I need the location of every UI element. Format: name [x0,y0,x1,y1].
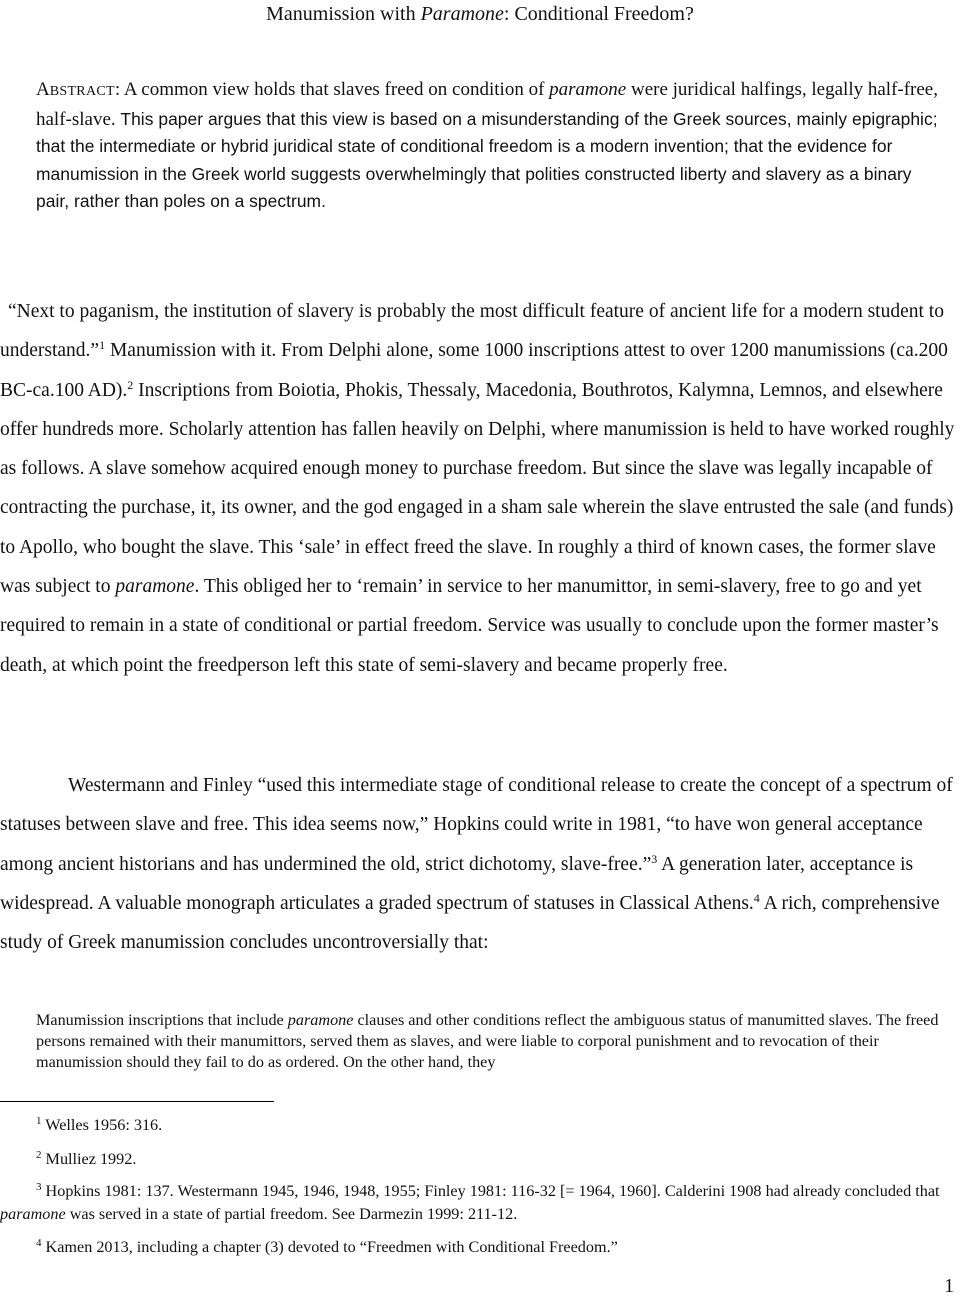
footnote-ref-4[interactable]: 4 [753,890,760,905]
abstract-emphasis: paramone [549,79,627,100]
footnote-3: $^3$ Hopkins 1981: 137. Westermann 1945, 1946, 1948, 1955; Finley 1981: 116-32 [= 1964, 1960]. Calderini 1908 had already concluded that paramone was served in a state of partial freedom. See Darmezin 1999: 211-12. [0,1181,940,1223]
page-number: 1 [944,1276,954,1297]
footnote-ref-2[interactable]: 2 [127,377,134,392]
abstract-argument: This paper argues that this view is based on a misunderstanding of the Greek sources, mainly epigraphic; that the intermediate or hybrid juridical state of conditional freedom is a modern invention; that the evidence for manumission in the Greek world suggests overwhelmingly that polities constructed liberty and slavery as a binary pair, rather than poles on a spectrum. [36,108,938,211]
footnote-1: $^1$ Welles 1956: 316. [36,1115,163,1134]
footnote-number: 1 [36,1115,42,1127]
block-quote: Manumission inscriptions that include paramone clauses and other conditions reflect the ambiguous status of manumitted slaves. The freed persons remained with their manumittors, served them as slaves, and were liable to corporal punishment and to revocation of their manumission should they fail to do as ordered. On the other hand, they [36,1011,939,1071]
body-paragraph-2: Westermann and Finley “used this intermediate stage of conditional release to create the concept of a spectrum of statuses between slave and free. This idea seems now,” Hopkins could write in 1981, “to have won general acceptance among ancient historians and has undermined the old, strict dichotomy, slave-free.”$^3$ A generation later, acceptance is widespread. A valuable monograph articulates a graded spectrum of statuses in Classical Athens.$^4$ A rich, comprehensive study of Greek manumission concludes uncontroversially that: [0,775,953,954]
footnote-2: $^2$ Mulliez 1992. [36,1149,137,1168]
footnote-ref-1[interactable]: 1 [99,338,106,353]
footnote-number: 2 [36,1149,42,1161]
block-quote-emphasis: paramone [287,1011,354,1029]
footnote-ref-3[interactable]: 3 [651,851,658,866]
body-paragraph-1: “Next to paganism, the institution of slavery is probably the most difficult feature of ancient life for a modern student to understand.”$^1$ Manumission with it. From Delphi alone, some 1000 inscriptions attest to over 1200 manumissions (ca.200 BC-ca.100 AD).$^2$ Inscriptions from Boiotia, Phokis, Thessaly, Macedonia, Bouthrotos, Kalymna, Lemnos, and elsewhere offer hundreds more. Scholarly attention has fallen heavily on Delphi, where manumission is held to have worked roughly as follows. A slave somehow acquired enough money to purchase freedom. But since the slave was legally incapable of contracting the purchase, it, its owner, and the god engaged in a sham sale wherein the slave entrusted the sale (and funds) to Apollo, who bought the slave. This ‘sale’ in effect freed the slave. In roughly a third of known cases, the former slave was subject to paramone. This obliged her to ‘remain’ in service to her manumittor, in semi-slavery, free to go and yet required to remain in a state of conditional or partial freedom. Service was usually to conclude upon the former master’s death, at which point the freedperson left this state of semi-slavery and became properly free. [0,301,955,676]
abstract: ABSTRACT: A common view holds that slaves freed on condition of paramone were juridical halfings, legally half-free, half-slave. This paper argues that this view is based on a misunderstanding of the Greek sources, mainly epigraphic; that the intermediate or hybrid juridical state of conditional freedom is a modern invention; that the evidence for manumission in the Greek world suggests overwhelmingly that polities constructed liberty and slavery as a binary pair, rather than poles on a spectrum. [36,79,938,211]
abstract-label: ABSTRACT [36,79,115,100]
paramone-emphasis: paramone [115,576,195,598]
footnote-number: 3 [36,1181,42,1193]
footnote-4: $^4$ Kamen 2013, including a chapter (3) devoted to “Freedmen with Conditional Freedom.” [36,1237,618,1256]
footnote-divider [0,1101,274,1102]
running-title: Manumission with Paramone: Conditional Freedom? [266,3,694,25]
footnote-emphasis: paramone [0,1205,66,1223]
footnote-number: 4 [36,1237,42,1249]
title-emphasis: Paramone [420,3,504,25]
